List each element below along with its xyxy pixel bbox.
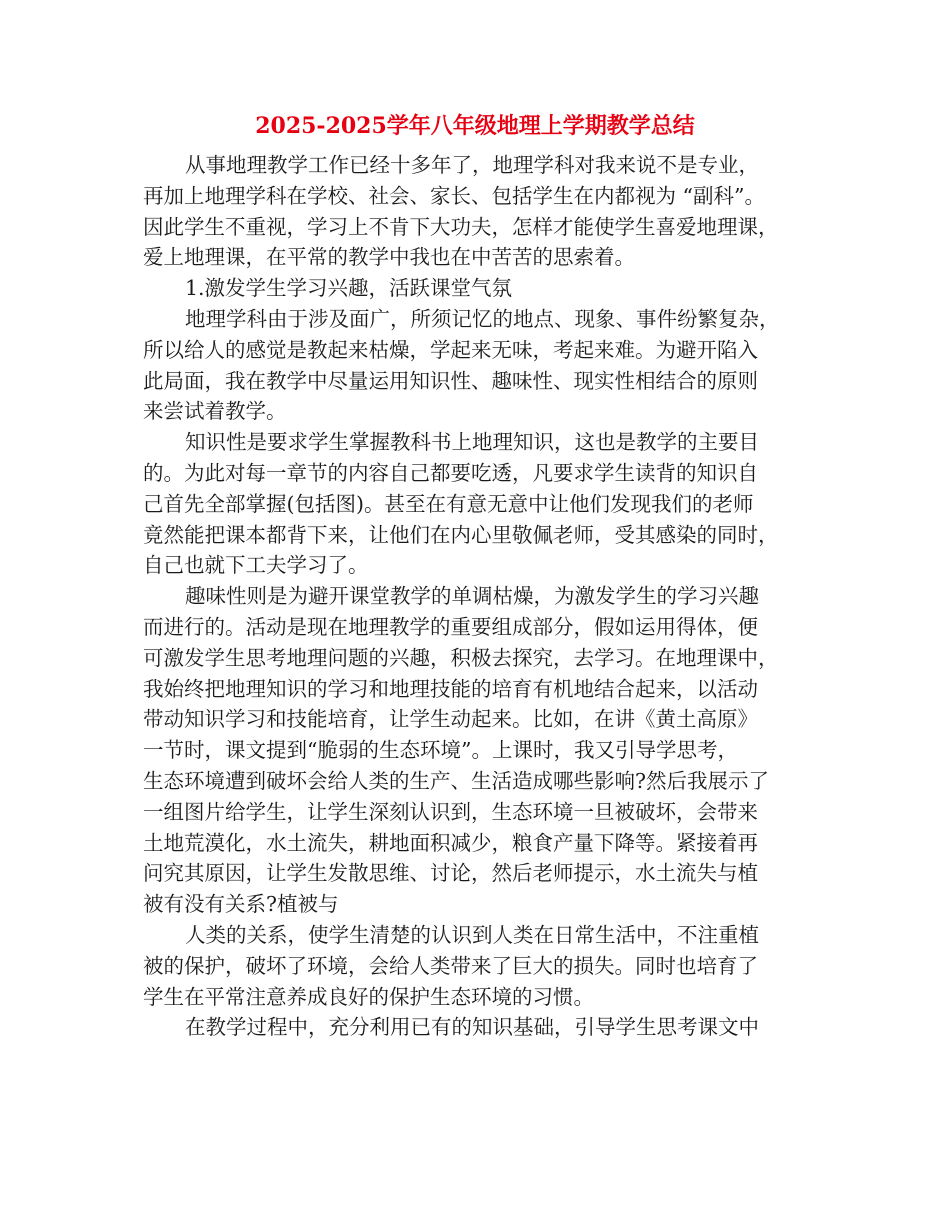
paragraph-line: 学生在平常注意养成良好的保护生态环境的习惯。 [143, 984, 594, 1009]
paragraph-line: 知识性是要求学生掌握教科书上地理知识，这也是教学的主要目 [185, 430, 759, 455]
paragraph-line: 而进行的。活动是现在地理教学的重要组成部分，假如运用得体，便 [143, 614, 758, 639]
paragraph-line: 再加上地理学科在学校、社会、家长、包括学生在内都视为 “副科”。 [143, 183, 765, 208]
paragraph-line: 在教学过程中，充分利用已有的知识基础，引导学生思考课文中 [185, 1015, 759, 1040]
paragraph-line: 人类的关系，使学生清楚的认识到人类在日常生活中，不注重植 [185, 922, 759, 947]
paragraph-line: 竟然能把课本都背下来，让他们在内心里敬佩老师，受其感染的同时， [143, 522, 779, 547]
document-body [143, 150, 823, 1043]
paragraph-line: 来尝试着教学。 [143, 399, 287, 424]
paragraph-line: 所以给人的感觉是教起来枯燥，学起来无味，考起来难。为避开陷入 [143, 337, 758, 362]
paragraph-line: 从事地理教学工作已经十多年了，地理学科对我来说不是专业， [185, 153, 759, 177]
paragraph-line: 地理学科由于涉及面广，所须记忆的地点、现象、事件纷繁复杂， [185, 306, 780, 331]
paragraph-line: 爱上地理课，在平常的教学中我也在中苦苦的思索着。 [143, 245, 635, 270]
paragraph-line: 己首先全部掌握(包括图)。甚至在有意无意中让他们发现我们的老师 [143, 491, 754, 516]
paragraph-line: 一节时，课文提到“脆弱的生态环境”。上课时，我又引导学思考， [143, 738, 738, 763]
paragraph-line: 生态环境遭到破坏会给人类的生产、生活造成哪些影响?然后我展示了 [143, 768, 769, 793]
paragraph-line: 可激发学生思考地理问题的兴趣，积极去探究，去学习。在地理课中， [143, 645, 779, 670]
paragraph-line: 被的保护，破坏了环境，会给人类带来了巨大的损失。同时也培育了 [143, 953, 758, 978]
paragraph-line: 问究其原因，让学生发散思维、讨论，然后老师提示，水土流失与植 [143, 861, 758, 886]
paragraph-line: 趣味性则是为避开课堂教学的单调枯燥，为激发学生的学习兴趣 [185, 584, 759, 609]
paragraph-line: 我始终把地理知识的学习和地理技能的培育有机地结合起来，以活动 [143, 676, 758, 701]
paragraph-line: 此局面，我在教学中尽量运用知识性、趣味性、现实性相结合的原则 [143, 368, 758, 393]
paragraph-line: 土地荒漠化，水土流失，耕地面积减少，粮食产量下降等。紧接着再 [143, 830, 758, 855]
paragraph-line: 被有没有关系?植被与 [143, 892, 339, 917]
paragraph-line: 带动知识学习和技能培育，让学生动起来。比如，在讲《黄土高原》 [143, 707, 758, 732]
paragraph-line: 因此学生不重视，学习上不肯下大功夫，怎样才能使学生喜爱地理课， [143, 214, 779, 239]
paragraph-line: 一组图片给学生，让学生深刻认识到，生态环境一旦被破坏，会带来 [143, 799, 758, 824]
paragraph-line: 自己也就下工夫学习了。 [143, 553, 369, 578]
section-heading: 1.激发学生学习兴趣，活跃课堂气氛 [185, 276, 513, 301]
document-title: 2025-2025学年八年级地理上学期教学总结 [255, 113, 695, 139]
paragraph-line: 的。为此对每一章节的内容自己都要吃透，凡要求学生读背的知识自 [143, 460, 758, 485]
